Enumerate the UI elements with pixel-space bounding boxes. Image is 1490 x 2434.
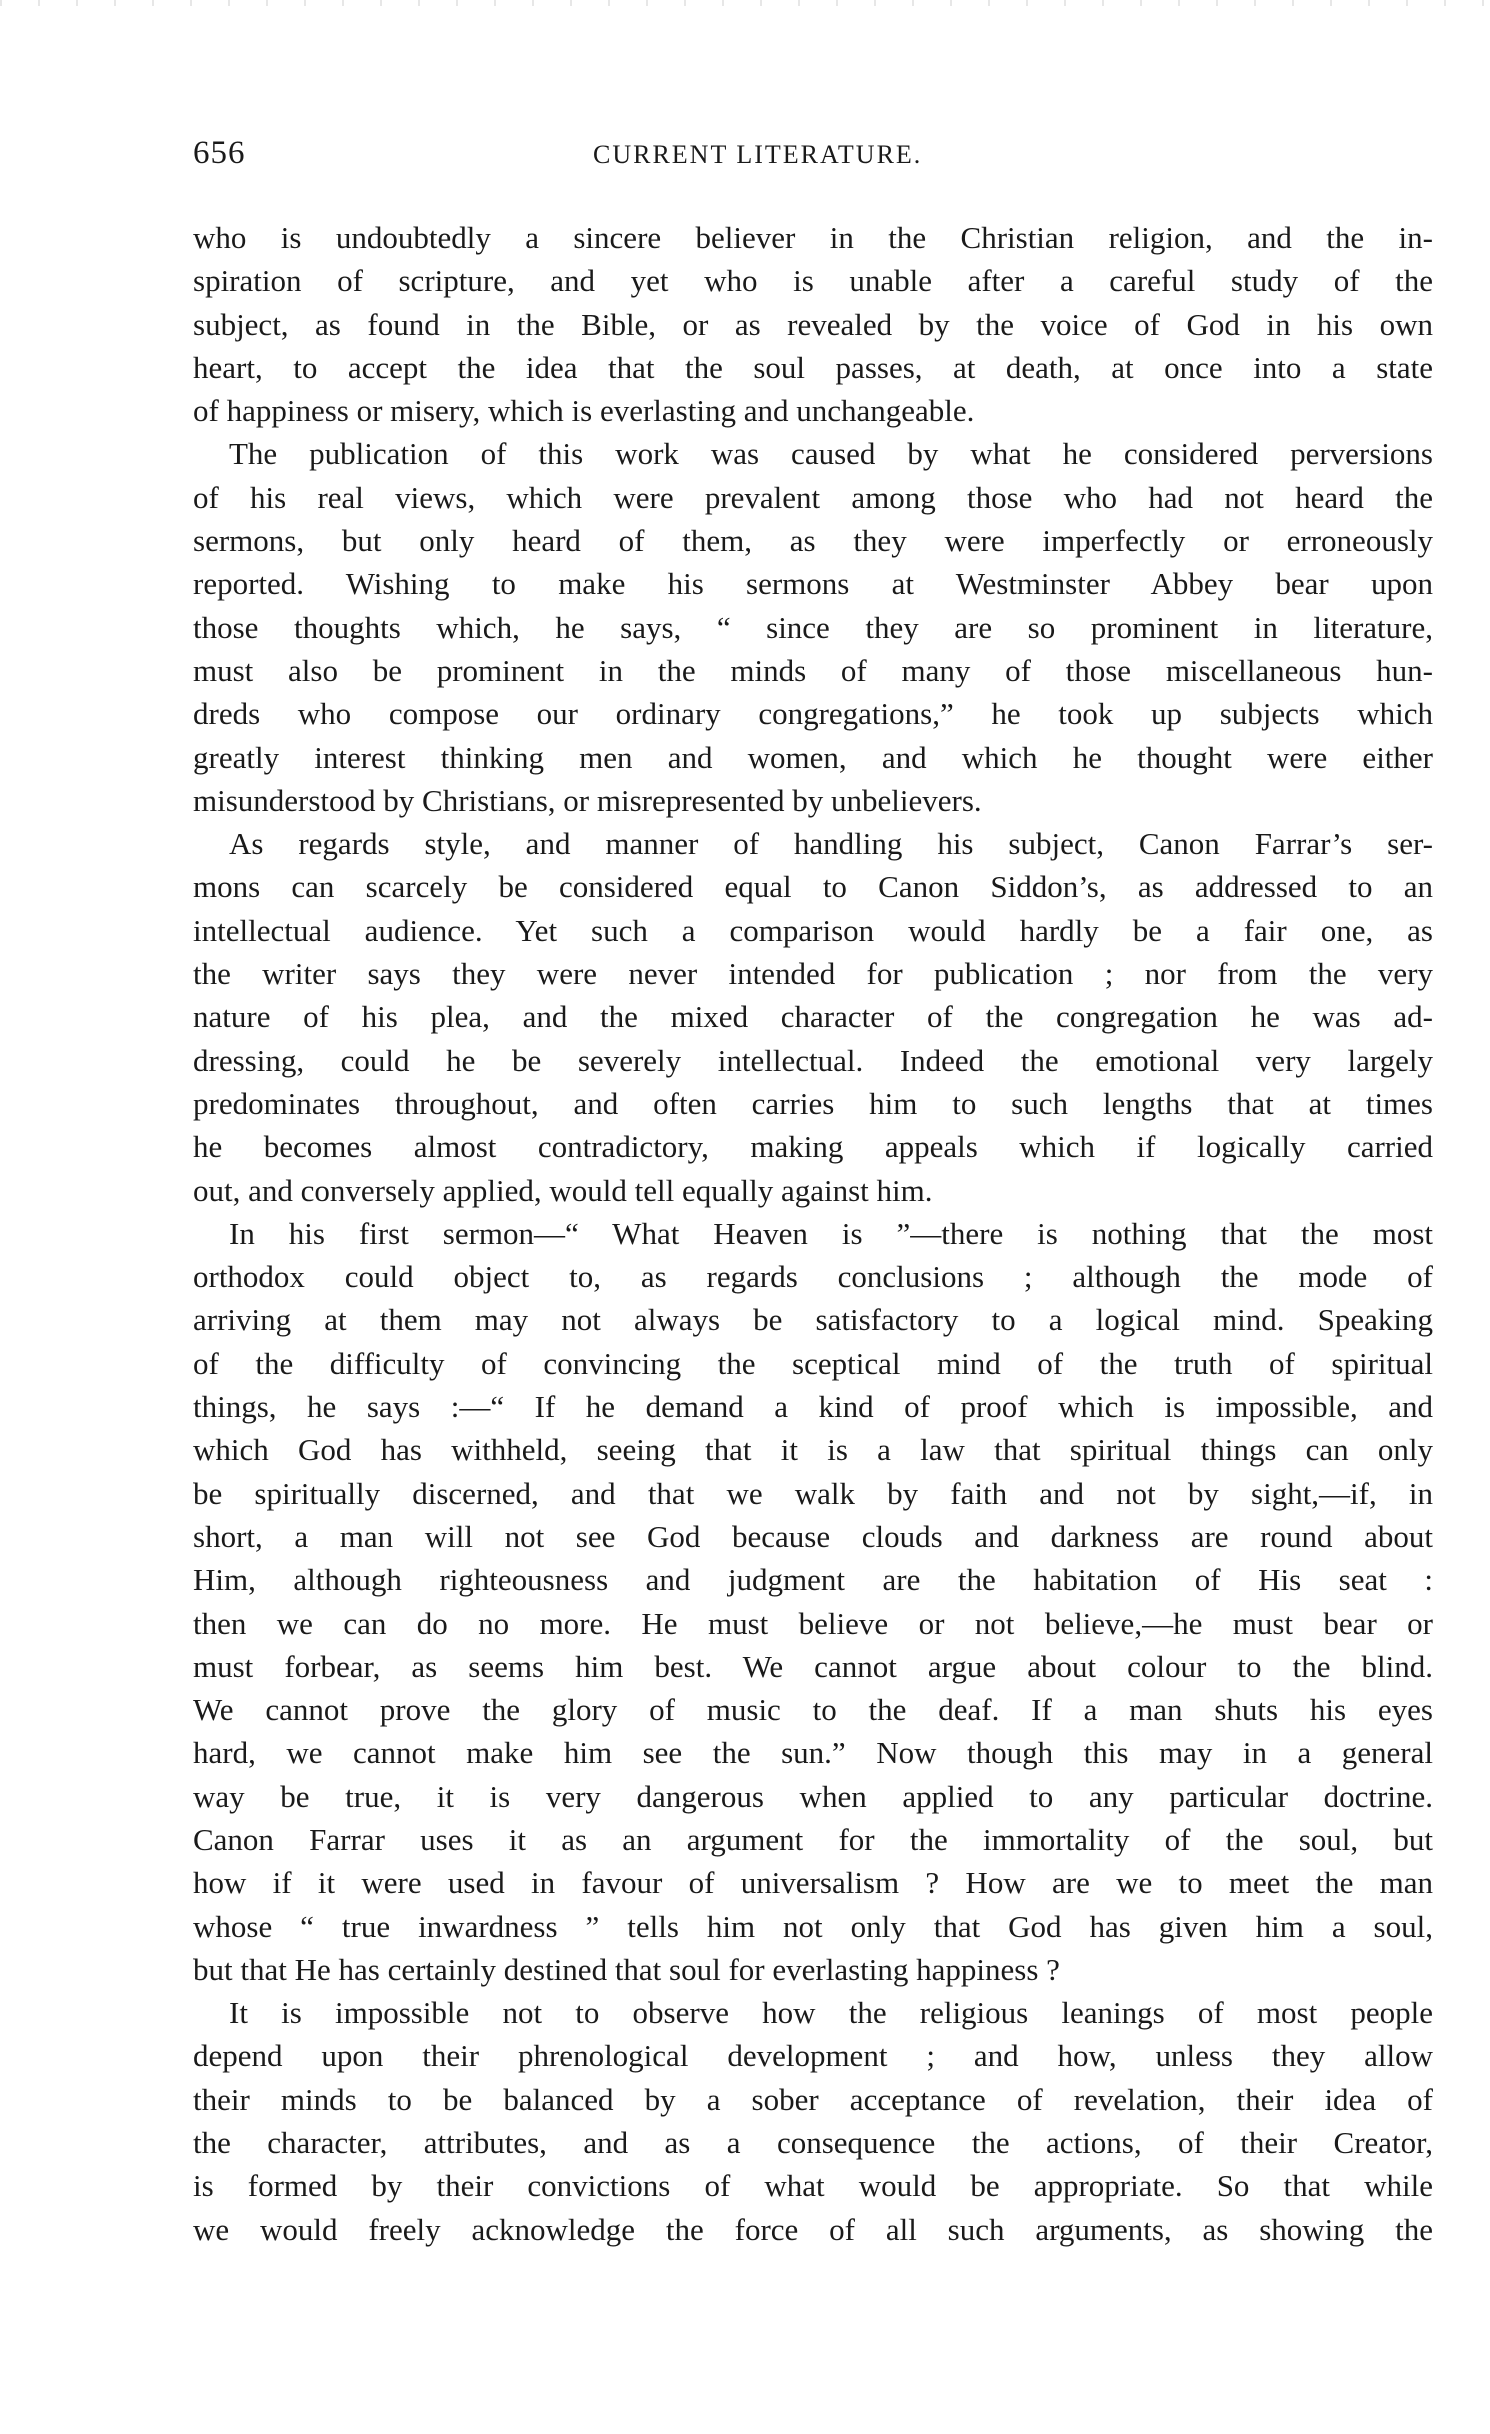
paragraph	[193, 216, 1433, 432]
text-line: In his first sermon—“ What Heaven is ”—there is nothing that the most	[229, 1215, 1433, 1251]
text-line: orthodox could object to, as regards conclusions ; although the mode of	[193, 1259, 1433, 1295]
text-line: of the difficulty of convincing the sceptical mind of the truth of spiritual	[193, 1345, 1433, 1381]
paragraph	[193, 1212, 1433, 1991]
running-title: CURRENT LITERATURE.	[593, 140, 923, 169]
text-line: must also be prominent in the minds of many of those miscellaneous hun-	[193, 652, 1433, 688]
text-line: who is undoubtedly a sincere believer in the Christian religion, and the in-	[193, 220, 1433, 255]
text-line: we would freely acknowledge the force of all such arguments, as showing the	[193, 2211, 1433, 2247]
text-line: misunderstood by Christians, or misrepresented by unbelievers.	[193, 782, 982, 818]
text-line: out, and conversely applied, would tell equally against him.	[193, 1172, 933, 1208]
text-line: must forbear, as seems him best. We cannot argue about colour to the blind.	[193, 1648, 1433, 1684]
text-line: is formed by their convictions of what would be appropriate. So that while	[193, 2168, 1433, 2204]
text-line: heart, to accept the idea that the soul passes, at death, at once into a state	[193, 349, 1433, 385]
text-line: depend upon their phrenological development ; and how, unless they allow	[193, 2038, 1433, 2074]
text-line: dreds who compose our ordinary congregations,” he took up subjects which	[193, 696, 1433, 732]
text-line: arriving at them may not always be satisfactory to a logical mind. Speaking	[193, 1302, 1433, 1338]
text-line: Him, although righteousness and judgment are the habitation of His seat :	[193, 1562, 1433, 1598]
text-line: spiration of scripture, and yet who is unable after a careful study of the	[193, 263, 1433, 299]
text-line: We cannot prove the glory of music to the deaf. If a man shuts his eyes	[193, 1692, 1433, 1728]
text-line: those thoughts which, he says, “ since they are so prominent in literature,	[193, 609, 1433, 645]
text-line: of his real views, which were prevalent among those who had not heard the	[193, 479, 1433, 515]
text-line: nature of his plea, and the mixed character of the congregation he was ad-	[193, 999, 1433, 1035]
text-line: the character, attributes, and as a consequence the actions, of their Creator,	[193, 2125, 1433, 2161]
text-line: then we can do no more. He must believe or not believe,—he must bear or	[193, 1605, 1433, 1641]
text-line: reported. Wishing to make his sermons at Westminster Abbey bear upon	[193, 566, 1433, 602]
text-line: but that He has certainly destined that soul for everlasting happiness ?	[193, 1951, 1060, 1987]
text-line: short, a man will not see God because clouds and darkness are round about	[193, 1518, 1433, 1554]
text-line: of happiness or misery, which is everlasting and unchangeable.	[193, 393, 975, 429]
paragraph	[193, 432, 1433, 822]
text-line: It is impossible not to observe how the religious leanings of most people	[229, 1995, 1433, 2031]
text-line: how if it were used in favour of universalism ? How are we to meet the man	[193, 1865, 1433, 1901]
scan-edge	[0, 0, 1490, 6]
text-line: hard, we cannot make him see the sun.” Now though this may in a general	[193, 1735, 1433, 1771]
text-line: dressing, could he be severely intellectual. Indeed the emotional very largely	[193, 1042, 1433, 1078]
text-line: their minds to be balanced by a sober acceptance of revelation, their idea of	[193, 2081, 1433, 2117]
text-line: the writer says they were never intended for publication ; nor from the very	[193, 956, 1433, 992]
page-number: 656	[193, 135, 246, 171]
text-line: way be true, it is very dangerous when applied to any particular doctrine.	[193, 1778, 1433, 1814]
body-text	[193, 216, 1433, 2251]
page-header	[193, 135, 1433, 179]
text-line: be spiritually discerned, and that we walk by faith and not by sight,—if, in	[193, 1475, 1433, 1511]
text-line: whose “ true inwardness ” tells him not only that God has given him a soul,	[193, 1908, 1433, 1944]
text-line: Canon Farrar uses it as an argument for the immortality of the soul, but	[193, 1821, 1433, 1857]
paragraph	[193, 1991, 1433, 2251]
text-line: sermons, but only heard of them, as they were imperfectly or erroneously	[193, 523, 1433, 559]
text-line: mons can scarcely be considered equal to Canon Siddon’s, as addressed to an	[193, 869, 1433, 905]
text-line: As regards style, and manner of handling his subject, Canon Farrar’s ser-	[229, 826, 1433, 862]
text-line: he becomes almost contradictory, making appeals which if logically carried	[193, 1129, 1433, 1165]
paragraph	[193, 822, 1433, 1212]
text-line: The publication of this work was caused by what he considered perversions	[229, 436, 1433, 472]
text-line: which God has withheld, seeing that it is a law that spiritual things can only	[193, 1432, 1433, 1468]
text-line: intellectual audience. Yet such a comparison would hardly be a fair one, as	[193, 912, 1433, 948]
text-line: predominates throughout, and often carries him to such lengths that at times	[193, 1085, 1433, 1121]
text-line: subject, as found in the Bible, or as revealed by the voice of God in his own	[193, 306, 1433, 342]
text-line: things, he says :—“ If he demand a kind of proof which is impossible, and	[193, 1389, 1433, 1425]
text-line: greatly interest thinking men and women, and which he thought were either	[193, 739, 1433, 775]
